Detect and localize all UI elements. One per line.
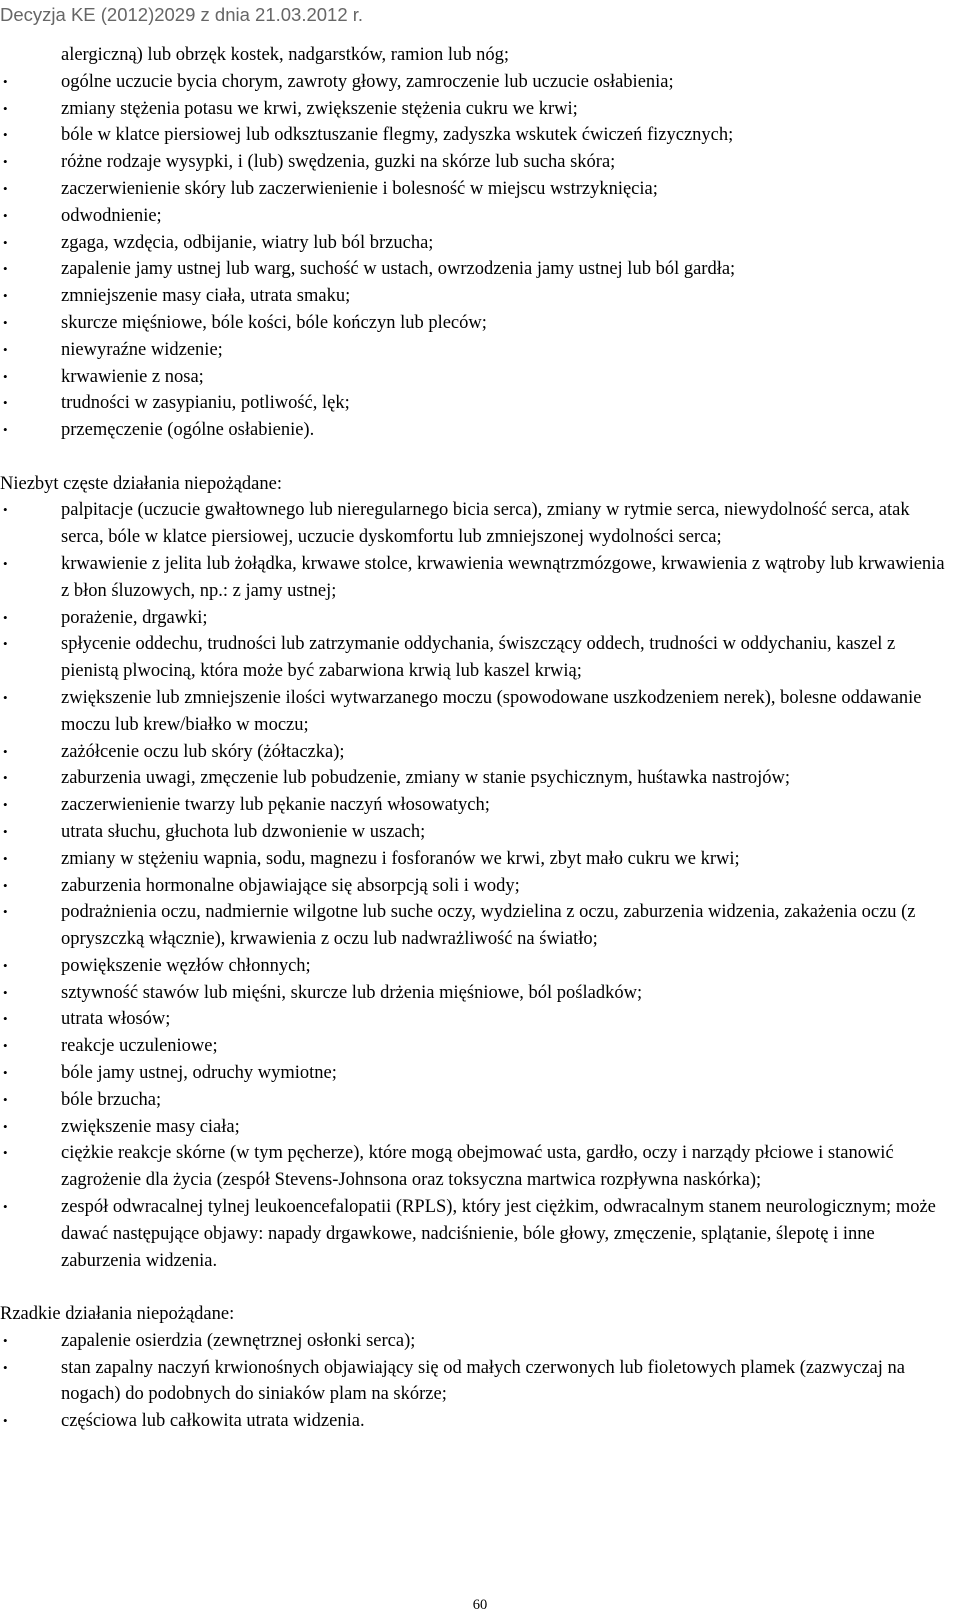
bullet-icon: • (3, 1359, 8, 1375)
bullet-icon: • (3, 743, 8, 759)
list-item (0, 417, 952, 444)
list-item-text: alergiczną) lub obrzęk kostek, nadgarstków, ramion lub nóg; (61, 45, 509, 65)
bullet-icon: • (3, 770, 8, 786)
section-heading-rare: Rzadkie działania niepożądane: (0, 1304, 235, 1325)
list-item-text: ciężkie reakcje skórne (w tym pęcherze), które mogą obejmować usta, gardło, oczy i narządy płciowe i stanowić zagrożenie dla życia (zespół Stevens-Johnsona oraz toksyczna martwica rozpływna naskórka); (61, 1143, 894, 1191)
list-item-text: utrata słuchu, głuchota lub dzwonienie w uszach; (61, 821, 426, 842)
bullet-icon: • (3, 1413, 8, 1429)
list-item-text: porażenie, drgawki; (61, 607, 208, 628)
list-item-text: zwiększenie lub zmniejszenie ilości wytwarzanego moczu (spowodowane uszkodzeniem nerek), bolesne oddawanie moczu lub krew/białko w moczu; (61, 687, 922, 735)
bullet-icon: • (3, 73, 8, 89)
list-item (0, 1033, 952, 1060)
bullet-icon: • (3, 127, 8, 143)
list-item (0, 846, 952, 873)
list-item (0, 819, 952, 846)
list-item-text: zespół odwracalnej tylnej leukoencefalopatii (RPLS), który jest ciężkim, odwracalnym stanem neurologicznym; może dawać następujące objawy: napady drgawkowe, nadciśnienie, bóle głowy, zmęczenie, splątanie, ślepotę i inne zaburzenia widzenia. (61, 1197, 936, 1271)
list-item-text: zaczerwienienie skóry lub zaczerwienienie i bolesność w miejscu wstrzyknięcia; (61, 178, 658, 199)
list-item-text: sztywność stawów lub mięśni, skurcze lub drżenia mięśniowe, ból pośladków; (61, 982, 643, 1003)
list-item-text: bóle brzucha; (61, 1089, 162, 1110)
bullet-icon: • (3, 234, 8, 250)
list-item-text: spłycenie oddechu, trudności lub zatrzymanie oddychania, świszczący oddech, trudności w oddychaniu, kaszel z pienistą plwociną, która może być zabarwiona krwią lub kaszel krwią; (61, 634, 896, 682)
list-item-text: zmiany w stężeniu wapnia, sodu, magnezu i fosforanów we krwi, zbyt mało cukru we krwi; (61, 848, 740, 869)
list-item-text: przemęczenie (ogólne osłabienie). (61, 420, 315, 441)
list-item (0, 1408, 952, 1435)
bullet-icon: • (3, 422, 8, 438)
list-item (0, 310, 952, 337)
bullet-icon: • (3, 555, 8, 571)
list-item (0, 337, 952, 364)
bullet-icon: • (3, 180, 8, 196)
list-item-text: podrażnienia oczu, nadmiernie wilgotne lub suche oczy, wydzielina z oczu, zaburzenia widzenia, zakażenia oczu (z opryszczką włącznie), krwawienia z oczu lub nadwrażliwość na światło; (61, 902, 916, 950)
bullet-icon: • (3, 797, 8, 813)
bullet-icon: • (3, 1011, 8, 1027)
list-item (0, 631, 952, 685)
list-item-text: bóle w klatce piersiowej lub odksztuszanie flegmy, zadyszka wskutek ćwiczeń fizycznych; (61, 125, 734, 146)
section-spacer (0, 444, 952, 471)
list-item-text: zaburzenia uwagi, zmęczenie lub pobudzenie, zmiany w stanie psychicznym, huśtawka nastrojów; (61, 768, 790, 789)
list-item-continuation (0, 42, 952, 69)
list-item (0, 685, 952, 739)
list-item-text: zmniejszenie masy ciała, utrata smaku; (61, 286, 351, 307)
list-item (0, 1328, 952, 1355)
bullet-icon: • (3, 100, 8, 116)
bullet-icon: • (3, 395, 8, 411)
bullet-icon: • (3, 877, 8, 893)
list-item-text: powiększenie węzłów chłonnych; (61, 955, 311, 976)
list-item (0, 390, 952, 417)
section-spacer (0, 1274, 952, 1301)
list-item-text: zażółcenie oczu lub skóry (żółtaczka); (61, 741, 345, 762)
list-item (0, 1114, 952, 1141)
list-item (0, 283, 952, 310)
list-item-text: bóle jamy ustnej, odruchy wymiotne; (61, 1063, 337, 1084)
list-item-text: zmiany stężenia potasu we krwi, zwiększenie stężenia cukru we krwi; (61, 98, 578, 119)
list-item (0, 1087, 952, 1114)
bullet-icon: • (3, 261, 8, 277)
list-item-text: zwiększenie masy ciała; (61, 1116, 240, 1137)
bullet-icon: • (3, 1038, 8, 1054)
page-number: 60 (472, 1597, 488, 1613)
list-item-text: zapalenie osierdzia (zewnętrznej osłonki serca); (61, 1330, 416, 1351)
list-item (0, 765, 952, 792)
bullet-icon: • (3, 636, 8, 652)
list-item (0, 149, 952, 176)
list-item (0, 230, 952, 257)
bullet-icon: • (3, 288, 8, 304)
rare-effects-list (0, 1328, 952, 1435)
list-item (0, 1194, 952, 1274)
list-item (0, 96, 952, 123)
list-item-text: krwawienie z jelita lub żołądka, krwawe stolce, krwawienia wewnątrzmózgowe, krwawienia z wątroby lub krwawienia z błon śluzowych, np.: z jamy ustnej; (61, 553, 945, 601)
bullet-icon: • (3, 1332, 8, 1348)
list-item-text: zgaga, wzdęcia, odbijanie, wiatry lub ból brzucha; (61, 232, 434, 253)
bullet-icon: • (3, 957, 8, 973)
bullet-icon: • (3, 850, 8, 866)
list-item-text: niewyraźne widzenie; (61, 339, 223, 360)
list-item (0, 364, 952, 391)
document-body (0, 42, 952, 1435)
list-item (0, 203, 952, 230)
bullet-icon: • (3, 368, 8, 384)
list-item-text: zaburzenia hormonalne objawiające się absorpcją soli i wody; (61, 875, 520, 896)
bullet-icon: • (3, 502, 8, 518)
list-item (0, 899, 952, 953)
list-item-text: odwodnienie; (61, 205, 162, 226)
bullet-icon: • (3, 609, 8, 625)
list-item (0, 739, 952, 766)
bullet-icon: • (3, 1118, 8, 1134)
bullet-icon: • (3, 904, 8, 920)
list-item-text: skurcze mięśniowe, bóle kości, bóle kończyn lub pleców; (61, 312, 487, 333)
bullet-icon: • (3, 1199, 8, 1215)
list-item-text: utrata włosów; (61, 1009, 171, 1030)
section-heading-uncommon: Niezbyt częste działania niepożądane: (0, 473, 282, 494)
list-item (0, 1140, 952, 1194)
list-item-text: stan zapalny naczyń krwionośnych objawiający się od małych czerwonych lub fioletowych plamek (zazwyczaj na nogach) do podobnych do siniaków plam na skórze; (61, 1357, 905, 1405)
bullet-icon: • (3, 823, 8, 839)
list-item (0, 69, 952, 96)
bullet-icon: • (3, 984, 8, 1000)
list-item (0, 122, 952, 149)
list-item (0, 1355, 952, 1409)
list-item (0, 256, 952, 283)
list-item (0, 497, 952, 551)
list-item (0, 551, 952, 605)
list-item-text: zapalenie jamy ustnej lub warg, suchość w ustach, owrzodzenia jamy ustnej lub ból gardła; (61, 259, 736, 280)
list-item (0, 1060, 952, 1087)
list-item (0, 873, 952, 900)
list-item-text: trudności w zasypianiu, potliwość, lęk; (61, 393, 350, 414)
list-item-text: ogólne uczucie bycia chorym, zawroty głowy, zamroczenie lub uczucie osłabienia; (61, 71, 674, 92)
bullet-icon: • (3, 207, 8, 223)
common-effects-list (0, 42, 952, 444)
list-item (0, 1006, 952, 1033)
document-header: Decyzja KE (2012)2029 z dnia 21.03.2012 r. (0, 4, 364, 25)
bullet-icon: • (3, 1065, 8, 1081)
list-item-text: krwawienie z nosa; (61, 366, 204, 387)
bullet-icon: • (3, 1091, 8, 1107)
bullet-icon: • (3, 1145, 8, 1161)
list-item (0, 980, 952, 1007)
list-item-text: palpitacje (uczucie gwałtownego lub nieregularnego bicia serca), zmiany w rytmie serca, niewydolność serca, atak serca, bóle w klatce piersiowej, uczucie dyskomfortu lub zmniejszonej wydolności serca; (61, 500, 910, 548)
list-item-text: różne rodzaje wysypki, i (lub) swędzenia, guzki na skórze lub sucha skóra; (61, 152, 616, 173)
list-item (0, 605, 952, 632)
list-item-text: zaczerwienienie twarzy lub pękanie naczyń włosowatych; (61, 795, 490, 816)
list-item-text: częściowa lub całkowita utrata widzenia. (61, 1411, 365, 1432)
uncommon-effects-list (0, 497, 952, 1274)
list-item (0, 176, 952, 203)
bullet-icon: • (3, 689, 8, 705)
list-item (0, 792, 952, 819)
list-item-text: reakcje uczuleniowe; (61, 1036, 218, 1057)
list-item (0, 953, 952, 980)
bullet-icon: • (3, 314, 8, 330)
bullet-icon: • (3, 341, 8, 357)
bullet-icon: • (3, 154, 8, 170)
